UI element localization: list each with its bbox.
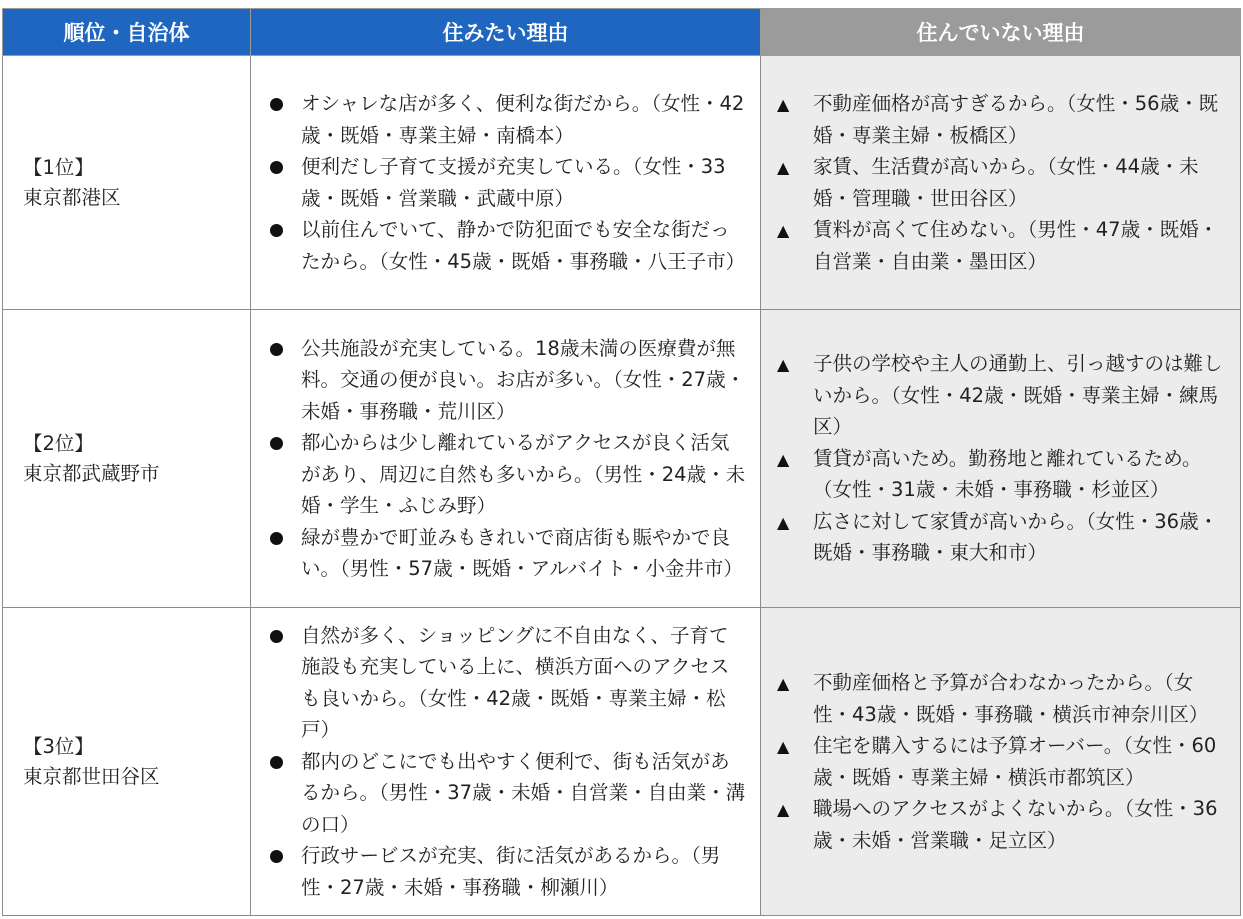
list-item <box>265 88 746 151</box>
not-living-reasons-cell <box>761 310 1241 608</box>
reason-text: 自然が多く、ショッピングに不自由なく、子育て施設も充実している上に、横浜方面へのアクセスも良いから。（女性・42歳・既婚・専業主婦・松戸） <box>301 623 730 742</box>
list-item <box>777 667 1230 730</box>
reason-text: 子供の学校や主人の通勤上、引っ越すのは難しいから。（女性・42歳・既婚・専業主婦・練馬区） <box>813 352 1223 439</box>
reason-text: 住宅を購入するには予算オーバー。（女性・60歳・既婚・専業主婦・横浜市都筑区） <box>813 734 1217 789</box>
reason-text: 不動産価格が高すぎるから。（女性・56歳・既婚・専業主婦・板橋区） <box>813 92 1219 147</box>
triangle-bullet-icon: ▲ <box>777 800 790 819</box>
header-reasons-not-living: 住んでいない理由 <box>761 9 1241 56</box>
municipality-name: 東京都港区 <box>23 185 121 209</box>
reason-text: 広さに対して家賃が高いから。（女性・36歳・既婚・事務職・東大和市） <box>813 509 1219 565</box>
reason-text: 便利だし子育て支援が充実している。（女性・33歳・既婚・営業職・武蔵中原） <box>301 155 726 210</box>
list-item <box>777 443 1230 506</box>
list-item <box>777 348 1230 443</box>
reason-text: 行政サービスが充実、街に活気があるから。（男性・27歳・未婚・事務職・柳瀬川） <box>301 844 721 899</box>
list-item <box>265 151 746 214</box>
triangle-bullet-icon: ▲ <box>777 674 790 693</box>
list-item <box>265 840 746 903</box>
triangle-bullet-icon: ▲ <box>777 158 790 177</box>
list-item <box>265 214 746 277</box>
want-reasons-cell <box>251 608 761 916</box>
rank-cell <box>3 608 251 916</box>
triangle-bullet-icon: ▲ <box>777 737 790 756</box>
bullet-dot-icon <box>270 161 283 174</box>
bullet-dot-icon <box>270 98 283 111</box>
want-reasons-list <box>265 620 746 904</box>
triangle-bullet-icon: ▲ <box>777 221 790 240</box>
triangle-bullet-icon: ▲ <box>777 512 790 532</box>
reason-text: 以前住んでいて、静かで防犯面でも安全な街だったから。（女性・45歳・既婚・事務職・八王子市） <box>301 218 746 273</box>
rank-label: 【3位】 <box>23 734 94 758</box>
reason-text: 都心からは少し離れているがアクセスが良く活気があり、周辺に自然も多いから。（男性・24歳・未婚・学生・ふじみ野） <box>301 431 746 517</box>
reason-text: 賃料が高くて住めない。（男性・47歳・既婚・自営業・自由業・墨田区） <box>813 218 1219 273</box>
reason-text: 賃貸が高いため。勤務地と離れているため。（女性・31歳・未婚・事務職・杉並区） <box>813 446 1202 502</box>
list-item <box>777 793 1230 856</box>
header-reasons-want: 住みたい理由 <box>251 9 761 56</box>
bullet-dot-icon <box>270 630 283 643</box>
triangle-bullet-icon: ▲ <box>777 449 790 469</box>
rank-label: 【2位】 <box>23 431 94 455</box>
list-item <box>265 333 746 428</box>
list-item <box>265 522 746 585</box>
municipality-name: 東京都世田谷区 <box>23 764 160 788</box>
list-item <box>777 88 1230 151</box>
reason-text: 緑が豊かで町並みもきれいで商店街も賑やかで良い。（男性・57歳・既婚・アルバイト・小金井市） <box>301 525 743 580</box>
bullet-dot-icon <box>270 756 283 769</box>
rank-cell <box>3 56 251 310</box>
want-reasons-cell <box>251 310 761 608</box>
list-item <box>777 506 1230 569</box>
reason-text: 公共施設が充実している。18歳未満の医療費が無料。交通の便が良い。お店が多い。（女性・27歳・未婚・事務職・荒川区） <box>301 336 746 423</box>
list-item <box>777 214 1230 277</box>
table-row <box>3 310 1241 608</box>
triangle-bullet-icon: ▲ <box>777 95 790 114</box>
municipality-name: 東京都武蔵野市 <box>23 461 160 485</box>
list-item <box>265 746 746 841</box>
triangle-bullet-icon: ▲ <box>777 355 790 375</box>
list-item <box>265 620 746 746</box>
bullet-dot-icon <box>270 343 283 356</box>
rank-cell <box>3 310 251 608</box>
reason-text: 家賃、生活費が高いから。（女性・44歳・未婚・管理職・世田谷区） <box>813 155 1199 210</box>
reason-text: 職場へのアクセスがよくないから。（女性・36歳・未婚・営業職・足立区） <box>813 797 1218 852</box>
bullet-dot-icon <box>270 437 283 450</box>
bullet-dot-icon <box>270 532 283 545</box>
not-living-reasons-list <box>777 88 1230 277</box>
ranking-table <box>2 8 1241 916</box>
header-rank-municipality: 順位・自治体 <box>3 9 251 56</box>
list-item <box>777 730 1230 793</box>
list-item <box>777 151 1230 214</box>
not-living-reasons-cell <box>761 608 1241 916</box>
want-reasons-cell <box>251 56 761 310</box>
not-living-reasons-list <box>777 348 1230 569</box>
bullet-dot-icon <box>270 850 283 863</box>
bullet-dot-icon <box>270 224 283 237</box>
table-row <box>3 56 1241 310</box>
reason-text: オシャレな店が多く、便利な街だから。（女性・42歳・既婚・専業主婦・南橋本） <box>301 92 745 147</box>
want-reasons-list <box>265 88 746 277</box>
reason-text: 不動産価格と予算が合わなかったから。（女性・43歳・既婚・事務職・横浜市神奈川区） <box>813 671 1209 726</box>
not-living-reasons-cell <box>761 56 1241 310</box>
rank-label: 【1位】 <box>23 155 94 179</box>
header-row <box>3 9 1241 56</box>
list-item <box>265 427 746 522</box>
not-living-reasons-list <box>777 667 1230 856</box>
want-reasons-list <box>265 333 746 585</box>
reason-text: 都内のどこにでも出やすく便利で、街も活気があるから。（男性・37歳・未婚・自営業・自由業・溝の口） <box>301 749 746 836</box>
table-row <box>3 608 1241 916</box>
